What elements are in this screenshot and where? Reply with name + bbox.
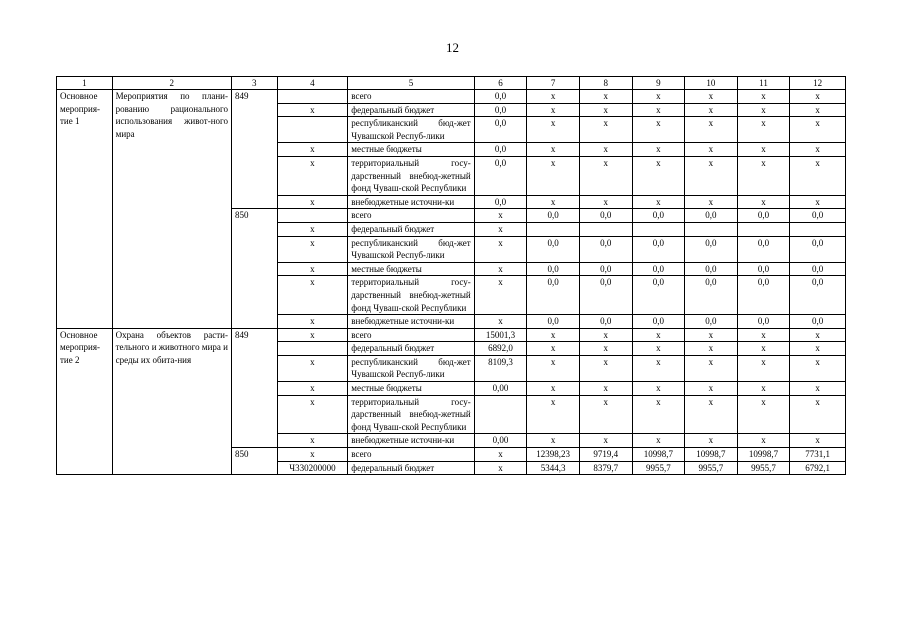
classification-cell: Ч330200000 xyxy=(277,461,348,475)
value-cell: 0,0 xyxy=(685,276,738,315)
description-cell: Мероприятия по плани-рованию рационального использования живот-ного мира xyxy=(112,90,231,329)
value-cell: x xyxy=(632,117,685,143)
value-cell: x xyxy=(632,328,685,342)
value-cell: 0,0 xyxy=(474,156,527,195)
value-cell: x xyxy=(579,382,632,396)
value-cell: 6792,1 xyxy=(790,461,846,475)
value-cell: 0,0 xyxy=(685,209,738,223)
value-cell: x xyxy=(790,382,846,396)
value-cell: x xyxy=(737,117,790,143)
column-header: 3 xyxy=(231,77,277,90)
value-cell: x xyxy=(790,103,846,117)
budget-table xyxy=(56,76,846,475)
value-cell: x xyxy=(579,328,632,342)
value-cell: x xyxy=(527,328,580,342)
value-cell: x xyxy=(474,222,527,236)
funding-source-cell: внебюджетные источни-ки xyxy=(348,434,474,448)
value-cell: 9955,7 xyxy=(737,461,790,475)
funding-source-cell: федеральный бюджет xyxy=(348,342,474,356)
value-cell: 0,0 xyxy=(685,262,738,276)
value-cell: x xyxy=(474,315,527,329)
value-cell: x xyxy=(579,90,632,104)
value-cell: 0,0 xyxy=(474,103,527,117)
value-cell: x xyxy=(737,90,790,104)
classification-cell: x xyxy=(277,328,348,342)
funding-source-cell: местные бюджеты xyxy=(348,143,474,157)
value-cell: 10998,7 xyxy=(737,448,790,462)
value-cell: x xyxy=(579,103,632,117)
funding-source-cell: местные бюджеты xyxy=(348,382,474,396)
page-number: 12 xyxy=(446,40,459,55)
value-cell: x xyxy=(790,117,846,143)
value-cell: x xyxy=(737,434,790,448)
classification-cell: x xyxy=(277,382,348,396)
value-cell xyxy=(474,395,527,434)
classification-cell: x xyxy=(277,395,348,434)
value-cell: x xyxy=(474,236,527,262)
value-cell: x xyxy=(790,434,846,448)
value-cell: 0,0 xyxy=(527,276,580,315)
value-cell: x xyxy=(527,355,580,381)
funding-source-cell: федеральный бюджет xyxy=(348,222,474,236)
value-cell: 0,0 xyxy=(632,315,685,329)
classification-cell xyxy=(277,342,348,356)
value-cell: x xyxy=(579,143,632,157)
classification-cell: x xyxy=(277,276,348,315)
value-cell: x xyxy=(632,434,685,448)
value-cell: 8109,3 xyxy=(474,355,527,381)
value-cell: x xyxy=(685,395,738,434)
activity-cell: Основное мероприя-тие 1 xyxy=(57,90,113,329)
value-cell: 10998,7 xyxy=(632,448,685,462)
value-cell: 0,0 xyxy=(579,262,632,276)
classification-cell: x xyxy=(277,448,348,462)
value-cell: x xyxy=(737,143,790,157)
funding-source-cell: республиканский бюд-жет Чувашской Респуб-лики xyxy=(348,355,474,381)
value-cell: x xyxy=(685,434,738,448)
code-cell: 849 xyxy=(231,328,277,447)
activity-cell: Основное мероприя-тие 2 xyxy=(57,328,113,475)
value-cell: 0,0 xyxy=(579,276,632,315)
value-cell: 0,00 xyxy=(474,382,527,396)
value-cell: x xyxy=(685,328,738,342)
value-cell: x xyxy=(737,195,790,209)
value-cell: 0,0 xyxy=(737,209,790,223)
value-cell: x xyxy=(685,117,738,143)
value-cell: x xyxy=(737,328,790,342)
code-cell: 850 xyxy=(231,209,277,328)
value-cell: x xyxy=(790,90,846,104)
value-cell: x xyxy=(579,355,632,381)
value-cell: x xyxy=(737,103,790,117)
value-cell: x xyxy=(527,195,580,209)
value-cell: x xyxy=(474,461,527,475)
table-body xyxy=(57,77,846,475)
value-cell: x xyxy=(737,395,790,434)
value-cell: x xyxy=(790,195,846,209)
funding-source-cell: республиканский бюд-жет Чувашской Респуб-лики xyxy=(348,117,474,143)
value-cell: 0,0 xyxy=(790,262,846,276)
value-cell xyxy=(737,222,790,236)
value-cell: x xyxy=(579,342,632,356)
classification-cell: x xyxy=(277,195,348,209)
value-cell: x xyxy=(474,276,527,315)
value-cell: x xyxy=(527,395,580,434)
value-cell: 0,0 xyxy=(685,315,738,329)
classification-cell xyxy=(277,209,348,223)
value-cell: x xyxy=(527,143,580,157)
value-cell: x xyxy=(527,342,580,356)
classification-cell: x xyxy=(277,355,348,381)
value-cell: 15001,3 xyxy=(474,328,527,342)
value-cell: x xyxy=(685,342,738,356)
classification-cell xyxy=(277,90,348,104)
funding-source-cell: федеральный бюджет xyxy=(348,461,474,475)
column-header: 10 xyxy=(685,77,738,90)
value-cell: x xyxy=(474,448,527,462)
value-cell: x xyxy=(790,395,846,434)
value-cell: x xyxy=(685,90,738,104)
value-cell: x xyxy=(632,342,685,356)
column-header: 1 xyxy=(57,77,113,90)
value-cell: 0,0 xyxy=(790,209,846,223)
value-cell: x xyxy=(579,195,632,209)
value-cell: x xyxy=(632,355,685,381)
value-cell: x xyxy=(685,195,738,209)
classification-cell: x xyxy=(277,236,348,262)
value-cell: 0,0 xyxy=(632,276,685,315)
funding-source-cell: территориальный госу-дарственный внебюд-жетный фонд Чуваш-ской Республики xyxy=(348,156,474,195)
funding-source-cell: местные бюджеты xyxy=(348,262,474,276)
value-cell: x xyxy=(579,434,632,448)
table-row xyxy=(57,328,846,342)
classification-cell xyxy=(277,117,348,143)
value-cell: x xyxy=(737,382,790,396)
value-cell: x xyxy=(579,395,632,434)
classification-cell: x xyxy=(277,262,348,276)
value-cell: x xyxy=(579,117,632,143)
value-cell: 9955,7 xyxy=(632,461,685,475)
column-header: 6 xyxy=(474,77,527,90)
column-header: 12 xyxy=(790,77,846,90)
column-header: 7 xyxy=(527,77,580,90)
funding-source-cell: территориальный госу-дарственный внебюд-жетный фонд Чуваш-ской Республики xyxy=(348,276,474,315)
value-cell: x xyxy=(685,103,738,117)
value-cell: x xyxy=(579,156,632,195)
value-cell: 7731,1 xyxy=(790,448,846,462)
value-cell: 0,0 xyxy=(474,143,527,157)
value-cell: x xyxy=(527,382,580,396)
table-header-row xyxy=(57,77,846,90)
value-cell: x xyxy=(474,262,527,276)
value-cell: 0,0 xyxy=(790,315,846,329)
value-cell: 12398,23 xyxy=(527,448,580,462)
value-cell: 0,0 xyxy=(790,276,846,315)
column-header: 11 xyxy=(737,77,790,90)
value-cell: x xyxy=(790,355,846,381)
value-cell: x xyxy=(790,143,846,157)
funding-source-cell: всего xyxy=(348,328,474,342)
value-cell: x xyxy=(527,117,580,143)
column-header: 9 xyxy=(632,77,685,90)
value-cell: 0,0 xyxy=(737,276,790,315)
value-cell: 0,0 xyxy=(527,262,580,276)
code-cell: 850 xyxy=(231,448,277,475)
funding-source-cell: внебюджетные источни-ки xyxy=(348,315,474,329)
value-cell: 0,0 xyxy=(737,315,790,329)
value-cell xyxy=(790,222,846,236)
funding-source-cell: территориальный госу-дарственный внебюд-жетный фонд Чуваш-ской Республики xyxy=(348,395,474,434)
value-cell xyxy=(632,222,685,236)
value-cell: 0,0 xyxy=(527,315,580,329)
funding-source-cell: республиканский бюд-жет Чувашской Респуб-лики xyxy=(348,236,474,262)
value-cell: x xyxy=(527,156,580,195)
value-cell: 0,0 xyxy=(527,209,580,223)
value-cell: 0,0 xyxy=(579,209,632,223)
value-cell: x xyxy=(632,90,685,104)
value-cell: x xyxy=(527,434,580,448)
classification-cell: x xyxy=(277,315,348,329)
value-cell: 0,0 xyxy=(790,236,846,262)
value-cell: x xyxy=(632,156,685,195)
value-cell: 0,0 xyxy=(632,236,685,262)
value-cell: x xyxy=(632,143,685,157)
value-cell: x xyxy=(685,382,738,396)
value-cell: 5344,3 xyxy=(527,461,580,475)
value-cell: 0,0 xyxy=(737,236,790,262)
value-cell: 0,0 xyxy=(632,209,685,223)
value-cell: x xyxy=(474,209,527,223)
funding-source-cell: федеральный бюджет xyxy=(348,103,474,117)
value-cell: x xyxy=(790,342,846,356)
value-cell: 0,0 xyxy=(632,262,685,276)
value-cell: 0,00 xyxy=(474,434,527,448)
value-cell: 0,0 xyxy=(474,195,527,209)
column-header: 2 xyxy=(112,77,231,90)
value-cell: x xyxy=(685,143,738,157)
value-cell: x xyxy=(527,90,580,104)
value-cell: x xyxy=(790,328,846,342)
value-cell: 10998,7 xyxy=(685,448,738,462)
column-header: 5 xyxy=(348,77,474,90)
value-cell: 9719,4 xyxy=(579,448,632,462)
value-cell: x xyxy=(527,103,580,117)
funding-source-cell: внебюджетные источни-ки xyxy=(348,195,474,209)
value-cell: x xyxy=(632,395,685,434)
value-cell: x xyxy=(737,156,790,195)
column-header: 4 xyxy=(277,77,348,90)
table-row xyxy=(57,90,846,104)
value-cell: 0,0 xyxy=(474,90,527,104)
classification-cell: x xyxy=(277,103,348,117)
classification-cell: x xyxy=(277,222,348,236)
value-cell: x xyxy=(685,156,738,195)
value-cell xyxy=(685,222,738,236)
funding-source-cell: всего xyxy=(348,209,474,223)
classification-cell: x xyxy=(277,434,348,448)
value-cell: x xyxy=(632,103,685,117)
value-cell: 6892,0 xyxy=(474,342,527,356)
value-cell: 0,0 xyxy=(685,236,738,262)
value-cell xyxy=(579,222,632,236)
code-cell: 849 xyxy=(231,90,277,209)
classification-cell: x xyxy=(277,156,348,195)
value-cell: 0,0 xyxy=(579,236,632,262)
funding-source-cell: всего xyxy=(348,90,474,104)
value-cell: 0,0 xyxy=(579,315,632,329)
funding-source-cell: всего xyxy=(348,448,474,462)
value-cell: 0,0 xyxy=(737,262,790,276)
value-cell: x xyxy=(632,195,685,209)
value-cell: x xyxy=(790,156,846,195)
value-cell: 0,0 xyxy=(474,117,527,143)
classification-cell: x xyxy=(277,143,348,157)
column-header: 8 xyxy=(579,77,632,90)
value-cell: 0,0 xyxy=(527,236,580,262)
value-cell: x xyxy=(632,382,685,396)
value-cell: x xyxy=(737,355,790,381)
value-cell xyxy=(527,222,580,236)
description-cell: Охрана объектов расти-тельного и животного мира и среды их обита-ния xyxy=(112,328,231,475)
value-cell: 9955,7 xyxy=(685,461,738,475)
value-cell: x xyxy=(685,355,738,381)
value-cell: x xyxy=(737,342,790,356)
value-cell: 8379,7 xyxy=(579,461,632,475)
